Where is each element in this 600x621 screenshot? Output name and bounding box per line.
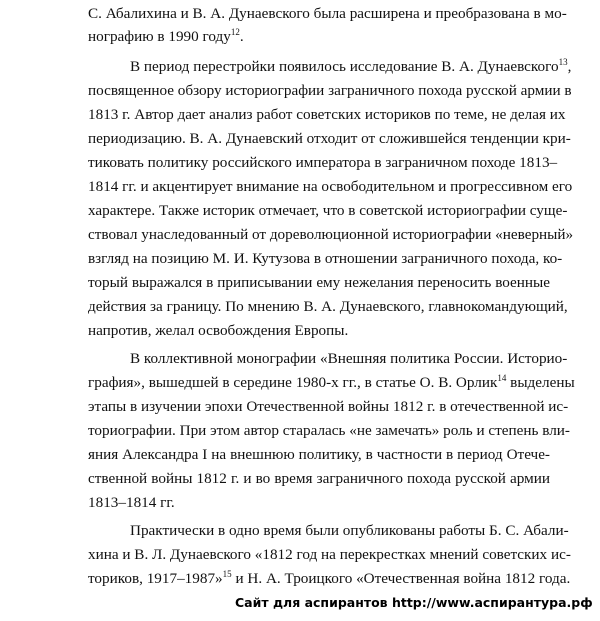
text-line: Практически в одно время были опубликованы работы Б. С. Абали- (130, 522, 569, 539)
text-line: С. Абалихина и В. А. Дунаевского была расширена и преобразована в мо- (88, 5, 567, 22)
text-line: ствовал унаследованный от дореволюционной историографии «неверный» (88, 226, 574, 243)
footnote-ref[interactable]: 12 (230, 27, 240, 37)
text-line: посвященное обзору историографии заграничного похода русской армии в (88, 82, 572, 99)
site-watermark-link[interactable]: Сайт для аспирантов http://www.аспирантура.рф (235, 595, 593, 610)
text-line: графия», вышедшей в середине 1980-х гг., в статье О. В. Орлик$^{14}$ выделены (88, 373, 575, 391)
text-line: нографию в 1990 году$^{12}$. (88, 27, 244, 45)
text-line: 1813–1814 гг. (88, 494, 175, 511)
text-line: В период перестройки появилось исследование В. А. Дунаевского$^{13}$, (130, 57, 572, 75)
text-line: действия за границу. По мнению В. А. Дунаевского, главнокомандующий, (88, 298, 568, 315)
text-line: яния Александра I на внешнюю политику, в частности в период Отече- (88, 446, 550, 463)
text-line: тиковать политику российского императора в заграничном походе 1813– (88, 154, 558, 171)
text-line: 1814 гг. и акцентирует внимание на освободительном и прогрессивном его (88, 178, 573, 195)
text-line: этапы в изучении эпохи Отечественной войны 1812 г. в отечественной ис- (88, 398, 569, 415)
text-line: напротив, желал освобождения Европы. (88, 322, 349, 339)
text-line: 1813 г. Автор дает анализ работ советских историков по теме, не делая их (88, 106, 566, 123)
text-line: ственной войны 1812 г. и во время заграничного похода русской армии (88, 470, 550, 487)
footnote-ref[interactable]: 13 (558, 57, 568, 67)
text-line: хина и В. Л. Дунаевского «1812 год на перекрестках мнений советских ис- (88, 546, 571, 563)
text-line: ториографии. При этом автор старалась «не замечать» роль и степень вли- (88, 422, 570, 439)
text-line: периодизацию. В. А. Дунаевский отходит от сложившейся тенденции кри- (88, 130, 571, 147)
footnote-ref[interactable]: 14 (497, 373, 507, 383)
text-line: торый выражался в приписывании ему нежелания переносить военные (88, 274, 550, 291)
text-line: взгляд на позицию М. И. Кутузова в отношении заграничного похода, ко- (88, 250, 563, 267)
text-line: В коллективной монографии «Внешняя политика России. Историо- (130, 350, 568, 367)
text-line: характере. Также историк отмечает, что в советской историографии суще- (88, 202, 568, 219)
footnote-ref[interactable]: 15 (222, 569, 232, 579)
text-line: ториков, 1917–1987»$^{15}$ и Н. А. Троицкого «Отечественная война 1812 года. (88, 569, 571, 587)
